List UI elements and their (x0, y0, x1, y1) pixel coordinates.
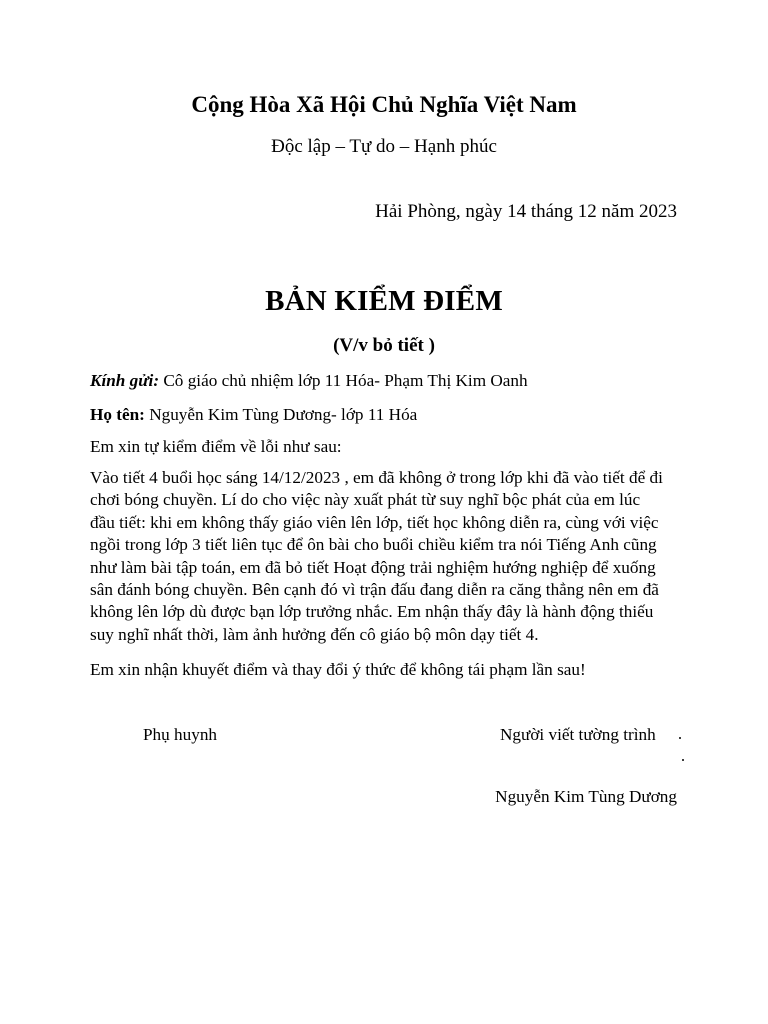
recipient-line (90, 370, 680, 392)
paragraph-line: suy nghĩ nhất thời, làm ảnh hưởng đến cô giáo bộ môn dạy tiết 4. (90, 624, 539, 644)
paragraph-line: không lên lớp dù được bạn lớp trưởng nhắc. Em nhận thấy đây là hành động thiếu (90, 602, 654, 622)
writer-signature-label: Người viết tường trình (500, 725, 656, 744)
document-title: BẢN KIỂM ĐIỂM (265, 285, 503, 317)
paragraph-line: sân đánh bóng chuyền. Bên cạnh đó vì trận đấu đang diễn ra căng thẳng nên em đã (90, 580, 659, 600)
paragraph-line: chơi bóng chuyền. Lí do cho việc này xuất phát từ suy nghĩ bộc phát của em lúc (90, 490, 641, 510)
recipient-label: Kính gửi: (90, 371, 160, 390)
stray-dot (682, 759, 684, 761)
stray-dot (679, 737, 681, 739)
paragraph-line: như làm bài tập toán, em đã bỏ tiết Hoạt động trải nghiệm hướng nghiệp để xuống (90, 557, 656, 577)
student-value: Nguyễn Kim Tùng Dương- lớp 11 Hóa (144, 405, 418, 424)
student-line (90, 404, 680, 426)
paragraph-line: ngồi trong lớp 3 tiết liên tục để ôn bài cho buổi chiều kiểm tra nói Tiếng Anh cũng (90, 535, 657, 555)
main-paragraph (90, 467, 680, 646)
parent-signature-label: Phụ huynh (143, 725, 218, 744)
paragraph-line: Vào tiết 4 buổi học sáng 14/12/2023 , em đã không ở trong lớp khi đã vào tiết để đi (90, 468, 663, 487)
document-subtitle: (V/v bỏ tiết ) (333, 335, 435, 356)
paragraph-line: đầu tiết: khi em không thấy giáo viên lên lớp, tiết học không diễn ra, cùng với việc (90, 512, 659, 532)
student-label: Họ tên: (90, 405, 145, 424)
writer-signature-name: Nguyễn Kim Tùng Dương (495, 787, 677, 806)
intro-line (90, 436, 680, 458)
closing-line (90, 659, 680, 681)
national-title: Cộng Hòa Xã Hội Chủ Nghĩa Việt Nam (191, 92, 577, 117)
place-date: Hải Phòng, ngày 14 tháng 12 năm 2023 (375, 201, 677, 222)
closing-text: Em xin nhận khuyết điểm và thay đổi ý thức để không tái phạm lần sau! (90, 660, 586, 679)
intro-text: Em xin tự kiểm điểm về lỗi như sau: (90, 437, 342, 456)
recipient-value: Cô giáo chủ nhiệm lớp 11 Hóa- Phạm Thị Kim Oanh (159, 371, 528, 390)
national-motto: Độc lập – Tự do – Hạnh phúc (271, 136, 497, 157)
